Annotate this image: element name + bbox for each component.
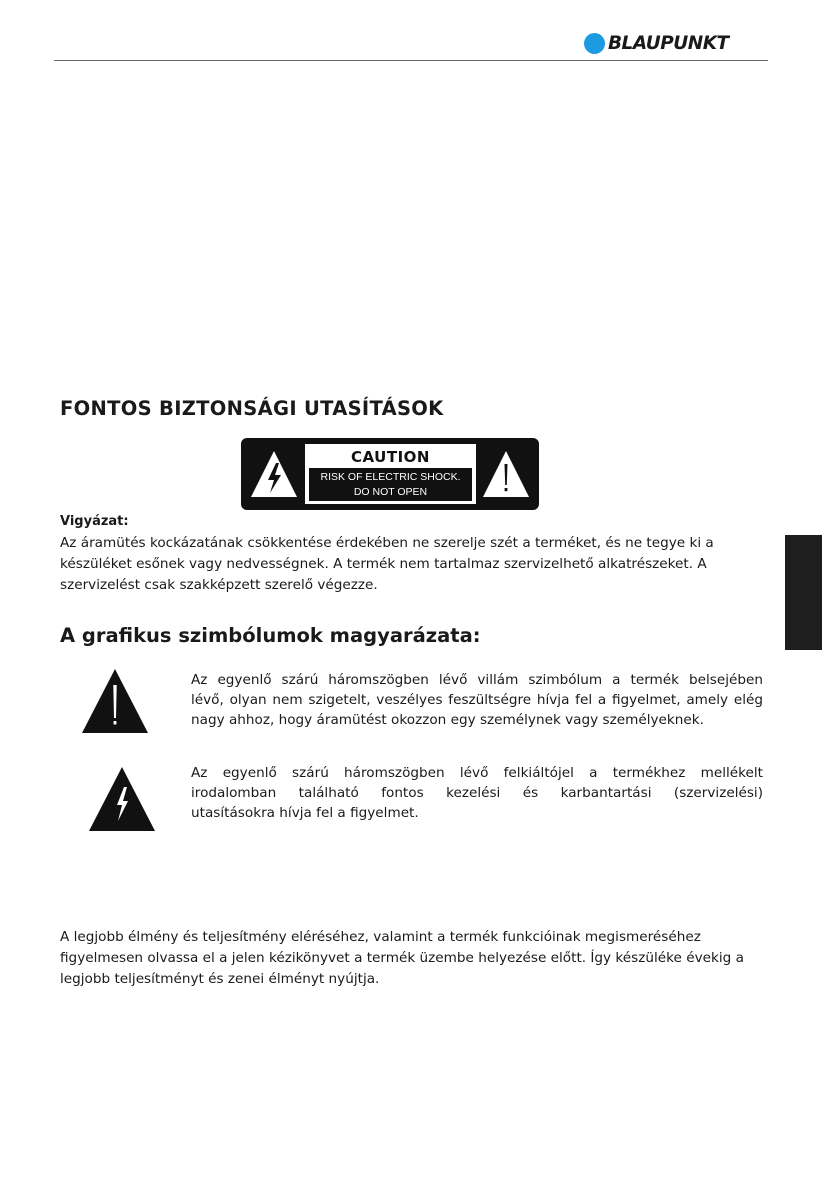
symbols-heading: A grafikus szimbólumok magyarázata:	[60, 624, 481, 647]
intro-line: figyelmesen olvassa el a jelen kézikönyvet a termék üzembe helyezése előtt. Így készüléke évekig a	[60, 950, 744, 966]
logo-dot	[584, 33, 605, 54]
symbol-line: Az egyenlő szárú háromszögben lévő villám szimbólum a termék belsejében	[191, 672, 763, 688]
warning-paragraph	[60, 533, 763, 596]
caution-text-panel	[305, 444, 476, 504]
brand-logo	[584, 32, 732, 54]
brand-name: BLAUPUNKT	[608, 32, 729, 54]
safety-heading: FONTOS BIZTONSÁGI UTASÍTÁSOK	[60, 397, 444, 420]
warning-line: szervizelést csak szakképzett szerelő végezze.	[60, 577, 378, 593]
header-divider	[54, 60, 768, 61]
symbol-line: irodalomban található fontos kezelési és karbantartási (szervizelési)	[191, 785, 763, 801]
caution-title: CAUTION	[351, 448, 430, 466]
intro-line: A legjobb élmény és teljesítmény eléréséhez, valamint a termék funkcióinak megismeréséhez	[60, 929, 701, 945]
intro-paragraph	[60, 927, 763, 990]
lightning-triangle-icon	[88, 766, 156, 832]
caution-warning-strip	[309, 468, 472, 501]
symbol-line: lévő, olyan nem szigetelt, veszélyes feszültségre hívja fel a figyelmet, amely elég	[191, 692, 763, 708]
symbol-description-1	[191, 670, 763, 730]
symbol-line: nagy ahhoz, hogy áramütést okozzon egy személynek vagy személyeknek.	[191, 712, 704, 728]
section-tab-marker	[785, 535, 822, 650]
symbol-description-2	[191, 763, 763, 823]
symbol-line: utasításokra hívja fel a figyelmet.	[191, 805, 419, 821]
caution-line-1: RISK OF ELECTRIC SHOCK.	[320, 471, 461, 483]
warning-title: Vigyázat:	[60, 514, 129, 529]
symbol-line: Az egyenlő szárú háromszögben lévő felkiáltójel a termékhez mellékelt	[191, 765, 763, 781]
exclamation-triangle-icon	[81, 668, 149, 734]
warning-line: készüléket esőnek vagy nedvességnek. A termék nem tartalmaz szervizelhető alkatrészeket. A	[60, 556, 707, 572]
warning-line: Az áramütés kockázatának csökkentése érdekében ne szerelje szét a terméket, és ne tegye ki a	[60, 535, 714, 551]
exclamation-triangle-icon	[481, 449, 531, 499]
intro-line: legjobb teljesítményt és zenei élményt nyújtja.	[60, 971, 380, 987]
lightning-triangle-icon	[249, 449, 299, 499]
caution-label	[241, 438, 539, 510]
caution-line-2: DO NOT OPEN	[353, 486, 428, 498]
